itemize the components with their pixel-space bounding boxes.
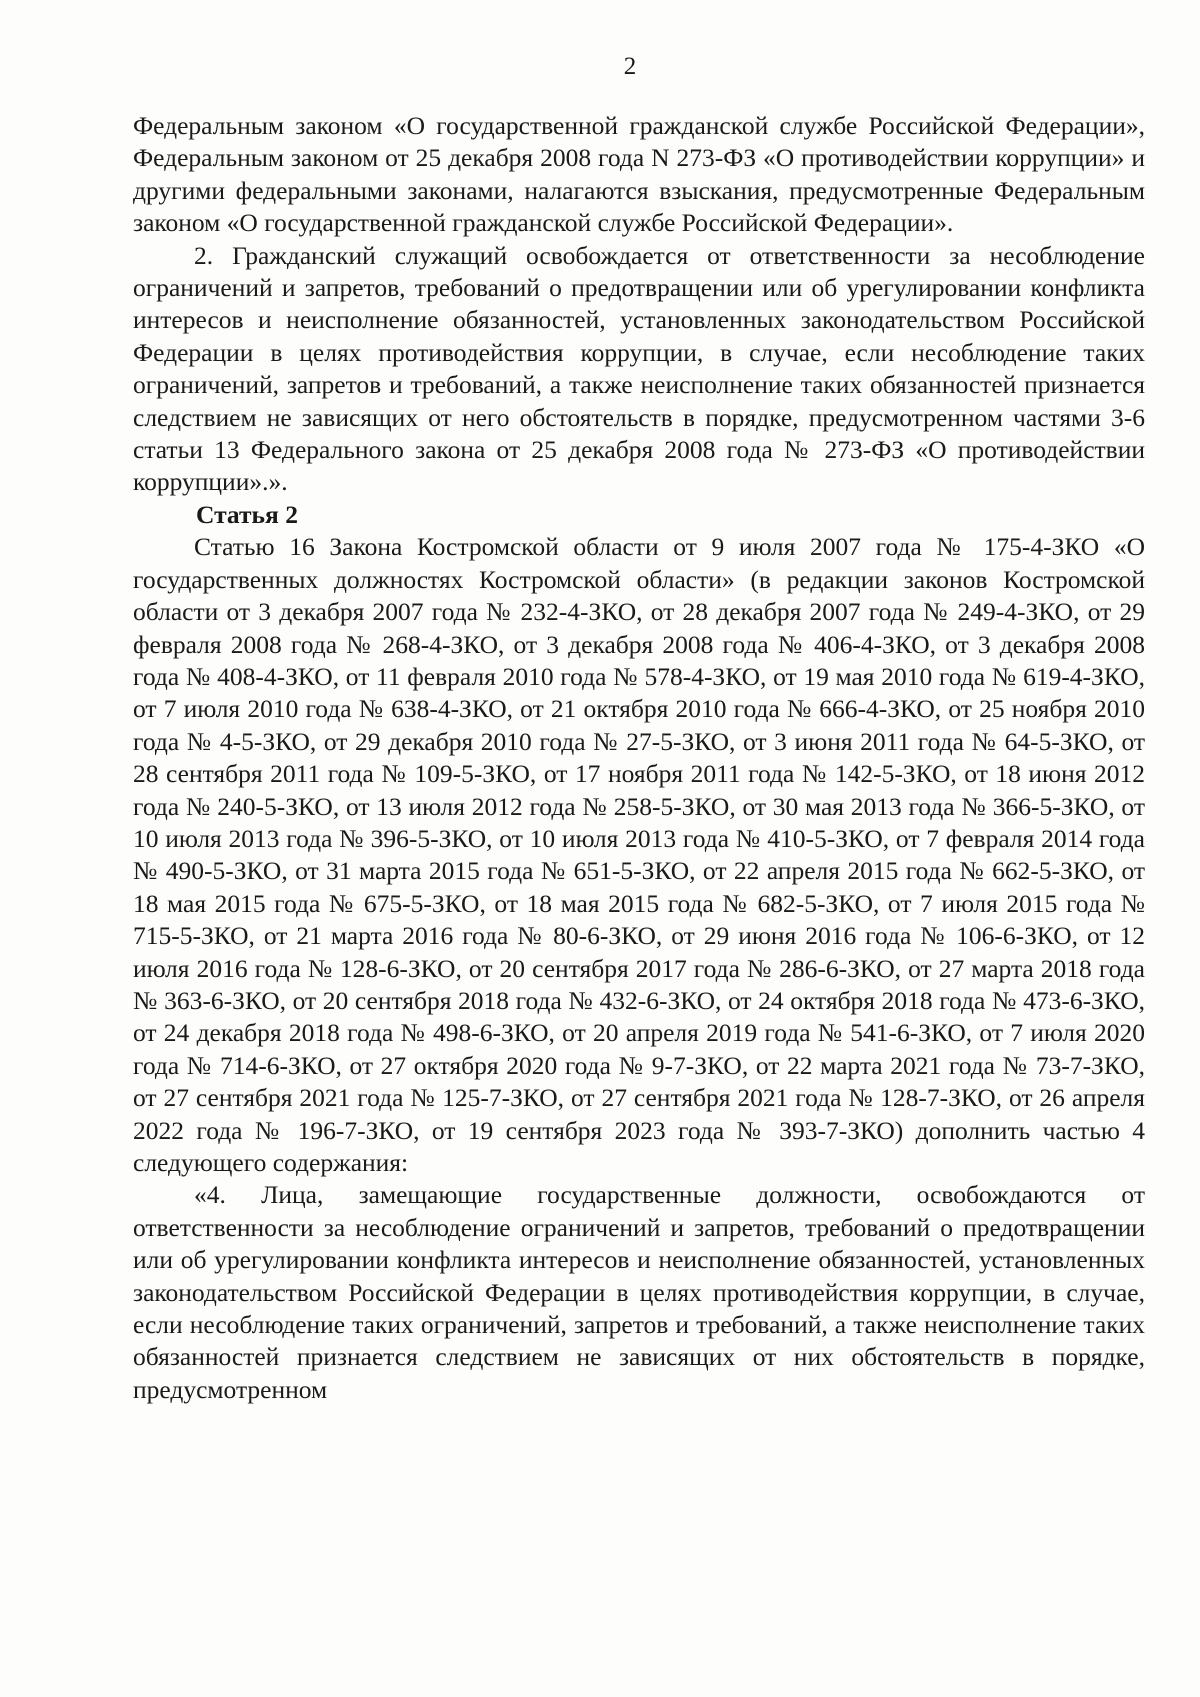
page-number: 2 (623, 53, 637, 80)
paragraph-continuation: Федеральным законом «О государственной гражданской службе Российской Федерации», Федеральным законом от 25 декабря 2008 года N 273-ФЗ «О противодействии коррупции» и другими федеральными законами, налагаются взыскания, предусмотренные Федеральным законом «О государственной гражданской службе Российской Федерации». (133, 111, 1145, 238)
paragraph-article-2-intro: Статью 16 Закона Костромской области от 9 июля 2007 года № 175-4-ЗКО «О государственных должностях Костромской области» (в редакции законов Костромской области от 3 декабря 2007 года № 232-4-ЗКО, от 28 декабря 2007 года № 249-4-ЗКО, от 29 февраля 2008 года № 268-4-ЗКО, от 3 декабря 2008 года № 406-4-ЗКО, от 3 декабря 2008 года № 408-4-ЗКО, от 11 февраля 2010 года № 578-4-ЗКО, от 19 мая 2010 года № 619-4-ЗКО, от 7 июля 2010 года № 638-4-ЗКО, от 21 октября 2010 года № 666-4-ЗКО, от 25 ноября 2010 года № 4-5-ЗКО, от 29 декабря 2010 года № 27-5-ЗКО, от 3 июня 2011 года № 64-5-ЗКО, от 28 сентября 2011 года № 109-5-ЗКО, от 17 ноября 2011 года № 142-5-ЗКО, от 18 июня 2012 года № 240-5-ЗКО, от 13 июля 2012 года № 258-5-ЗКО, от 30 мая 2013 года № 366-5-ЗКО, от 10 июля 2013 года № 396-5-ЗКО, от 10 июля 2013 года № 410-5-ЗКО, от 7 февраля 2014 года № 490-5-ЗКО, от 31 марта 2015 года № 651-5-ЗКО, от 22 апреля 2015 года № 662-5-ЗКО, от 18 мая 2015 года № 675-5-ЗКО, от 18 мая 2015 года № 682-5-ЗКО, от 7 июля 2015 года № 715-5-ЗКО, от 21 марта 2016 года № 80-6-ЗКО, от 29 июня 2016 года № 106-6-ЗКО, от 12 июля 2016 года № 128-6-ЗКО, от 20 сентября 2017 года № 286-6-ЗКО, от 27 марта 2018 года № 363-6-ЗКО, от 20 сентября 2018 года № 432-6-ЗКО, от 24 октября 2018 года № 473-6-ЗКО, от 24 декабря 2018 года № 498-6-ЗКО, от 20 апреля 2019 года № 541-6-ЗКО, от 7 июля 2020 года № 714-6-ЗКО, от 27 октября 2020 года № 9-7-ЗКО, от 22 марта 2021 года № 73-7-ЗКО, от 27 сентября 2021 года № 125-7-ЗКО, от 27 сентября 2021 года № 128-7-ЗКО, от 26 апреля 2022 года № 196-7-ЗКО, от 19 сентября 2023 года № 393-7-ЗКО) дополнить частью 4 следующего содержания: (133, 532, 1145, 1177)
paragraph-part-2: 2. Гражданский служащий освобождается от ответственности за несоблюдение ограничений и запретов, требований о предотвращении или об урегулировании конфликта интересов и неисполнение обязанностей, установленных законодательством Российской Федерации в целях противодействия коррупции, в случае, если несоблюдение таких ограничений, запретов и требований, а также неисполнение таких обязанностей признается следствием не зависящих от него обстоятельств в порядке, предусмотренном частями 3-6 статьи 13 Федерального закона от 25 декабря 2008 года № 273-ФЗ «О противодействии коррупции».». (133, 240, 1145, 497)
paragraph-part-4-quote: «4. Лица, замещающие государственные должности, освобождаются от ответственности за несоблюдение ограничений и запретов, требований о предотвращении или об урегулировании конфликта интересов и неисполнение обязанностей, установленных законодательством Российской Федерации в целях противодействия коррупции, в случае, если несоблюдение таких ограничений, запретов и требований, а также неисполнение таких обязанностей признается следствием не зависящих от них обстоятельств в порядке, предусмотренном (133, 1180, 1145, 1404)
article-2-heading: Статья 2 (196, 499, 298, 529)
document-body (133, 110, 1145, 1406)
